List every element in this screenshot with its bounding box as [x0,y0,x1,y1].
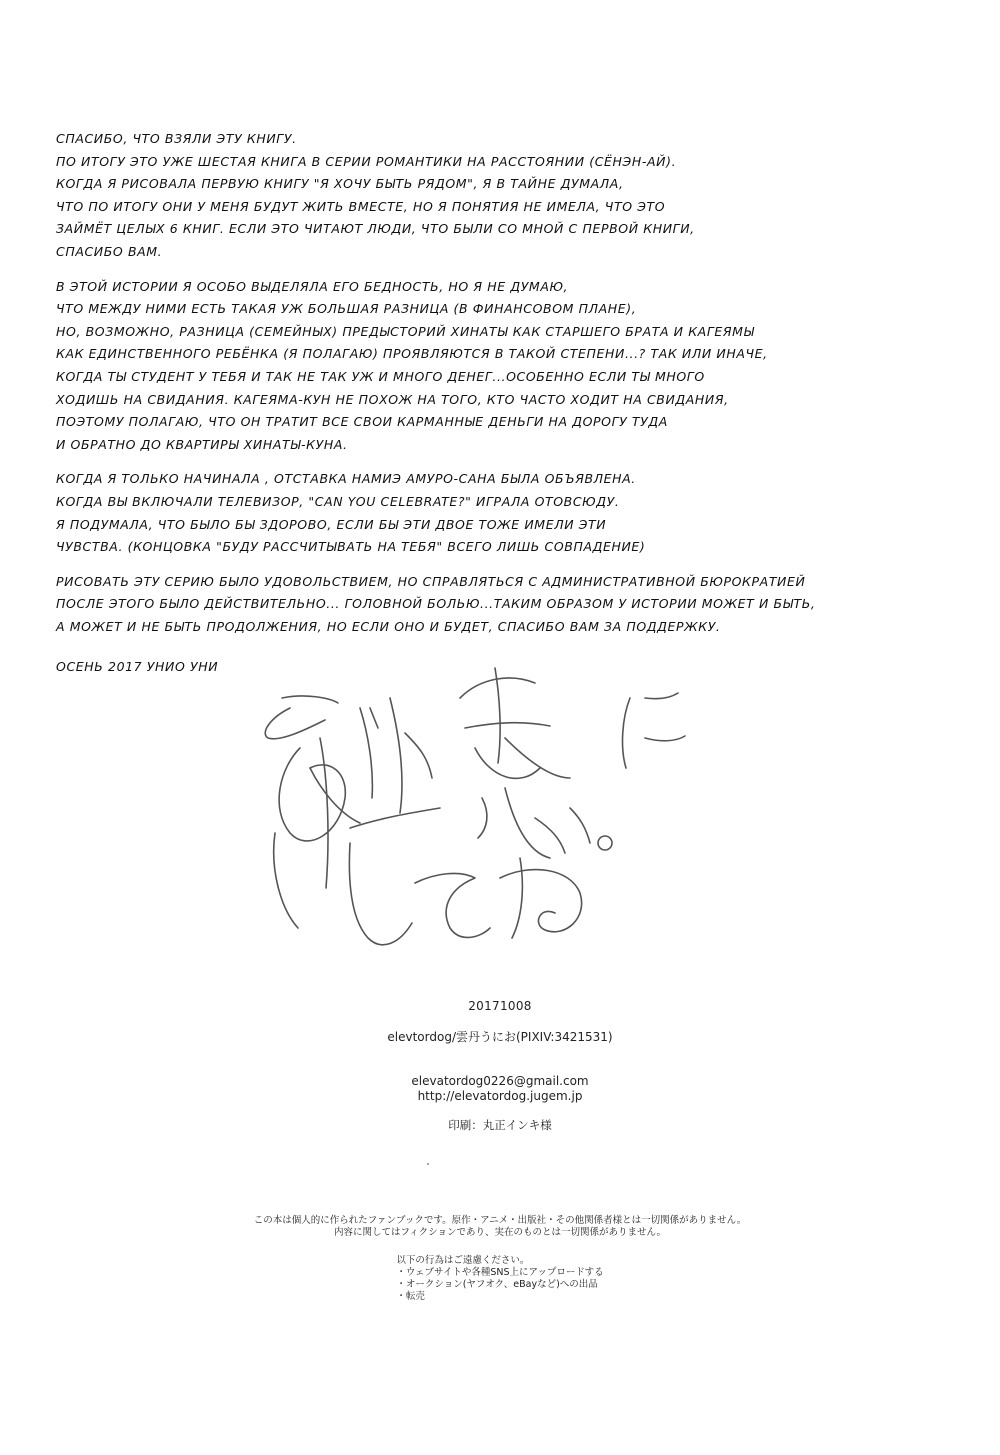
print-speck [427,1163,429,1165]
afterword-text [56,128,956,691]
text-line: РИСОВАТЬ ЭТУ СЕРИЮ БЫЛО УДОВОЛЬСТВИЕМ, НО СПРАВЛЯТЬСЯ С АДМИНИСТРАТИВНОЙ БЮРОКРАТИЕЙ [56,573,806,589]
text-line: НО, ВОЗМОЖНО, РАЗНИЦА (СЕМЕЙНЫХ) ПРЕДЫСТОРИЙ ХИНАТЫ КАК СТАРШЕГО БРАТА И КАГЕЯМЫ [56,323,755,339]
text-line: КОГДА Я РИСОВАЛА ПЕРВУЮ КНИГУ "Я ХОЧУ БЫТЬ РЯДОМ", Я В ТАЙНЕ ДУМАЛА, [56,176,624,192]
text-line: КОГДА Я ТОЛЬКО НАЧИНАЛА , ОТСТАВКА НАМИЭ АМУРО-САНА БЫЛА ОБЪЯВЛЕНА. [56,471,636,487]
text-line: В ЭТОЙ ИСТОРИИ Я ОСОБО ВЫДЕЛЯЛА ЕГО БЕДНОСТЬ, НО Я НЕ ДУМАЮ, [56,278,569,294]
text-line: Я ПОДУМАЛА, ЧТО БЫЛО БЫ ЗДОРОВО, ЕСЛИ БЫ ЭТИ ДВОЕ ТОЖЕ ИМЕЛИ ЭТИ [56,516,607,532]
text-line: ХОДИШЬ НА СВИДАНИЯ. КАГЕЯМА-КУН НЕ ПОХОЖ НА ТОГО, КТО ЧАСТО ХОДИТ НА СВИДАНИЯ, [56,391,729,407]
printer-credit: 印刷：丸正インキ様 [448,1118,552,1132]
publication-date: 20171008 [468,999,532,1013]
prohibited-actions [0,1255,1000,1303]
text-line: ЧТО ПО ИТОГУ ОНИ У МЕНЯ БУДУТ ЖИТЬ ВМЕСТЕ, НО Я ПОНЯТИЯ НЕ ИМЕЛА, ЧТО ЭТО [56,198,666,214]
title-logo [250,638,710,983]
signature-line: ОСЕНЬ 2017 УНИО УНИ [56,659,219,675]
prohibited-list [396,1255,603,1303]
website-url: http://elevatordog.jugem.jp [417,1089,583,1103]
text-line: СПАСИБО, ЧТО ВЗЯЛИ ЭТУ КНИГУ. [56,131,297,146]
afterword-paragraph-4 [56,571,956,639]
prohibited-item: ・オークション(ヤフオク、eBayなど)への出品 [396,1279,598,1290]
afterword-paragraph-2 [56,276,956,457]
notice-line: 内容に関してはフィクションであり、実在のものとは一切関係がありません。 [333,1227,667,1238]
prohibited-item: ・転売 [396,1291,425,1302]
text-line: СПАСИБО ВАМ. [56,243,163,259]
text-line: А МОЖЕТ И НЕ БЫТЬ ПРОДОЛЖЕНИЯ, НО ЕСЛИ ОНО И БУДЕТ, СПАСИБО ВАМ ЗА ПОДДЕРЖКУ. [56,618,721,634]
prohibited-item: ・ウェブサイトや各種SNS上にアップロードする [396,1267,604,1278]
text-line: КОГДА ТЫ СТУДЕНТ У ТЕБЯ И ТАК НЕ ТАК УЖ И МНОГО ДЕНЕГ...ОСОБЕННО ЕСЛИ ТЫ МНОГО [56,368,705,384]
text-line: КАК ЕДИНСТВЕННОГО РЕБЁНКА (Я ПОЛАГАЮ) ПРОЯВЛЯЮТСЯ В ТАКОЙ СТЕПЕНИ...? ТАК ИЛИ ИНАЧЕ, [56,346,768,362]
text-line: ЧТО МЕЖДУ НИМИ ЕСТЬ ТАКАЯ УЖ БОЛЬШАЯ РАЗНИЦА (В ФИНАНСОВОМ ПЛАНЕ), [56,301,637,317]
afterword-paragraph-1 [56,128,956,264]
notice-line: この本は個人的に作られたファンブックです。原作・アニメ・出版社・その他関係者様とは一切関係がありません。 [253,1215,747,1226]
afterword-paragraph-3 [56,468,956,558]
text-line: КОГДА ВЫ ВКЛЮЧАЛИ ТЕЛЕВИЗОР, "CAN YOU CELEBRATE?" ИГРАЛА ОТОВСЮДУ. [56,493,620,509]
fanbook-notice [0,1215,1000,1239]
text-line: И ОБРАТНО ДО КВАРТИРЫ ХИНАТЫ-КУНА. [56,436,348,452]
contact-email: elevatordog0226@gmail.com [411,1074,589,1088]
text-line: ПОЭТОМУ ПОЛАГАЮ, ЧТО ОН ТРАТИТ ВСЕ СВОИ КАРМАННЫЕ ДЕНЬГИ НА ДОРОГУ ТУДА [56,414,668,430]
text-line: ПОСЛЕ ЭТОГО БЫЛО ДЕЙСТВИТЕЛЬНО... ГОЛОВНОЙ БОЛЬЮ...ТАКИМ ОБРАЗОМ У ИСТОРИИ МОЖЕТ И БЫТЬ, [56,596,816,612]
circle-name: elevtordog/雲丹うにお(PIXIV:3421531) [387,1030,613,1044]
text-line: ЧУВСТВА. (КОНЦОВКА "БУДУ РАССЧИТЫВАТЬ НА ТЕБЯ" ВСЕГО ЛИШЬ СОВПАДЕНИЕ) [56,539,646,555]
text-line: ПО ИТОГУ ЭТО УЖЕ ШЕСТАЯ КНИГА В СЕРИИ РОМАНТИКИ НА РАССТОЯНИИ (СЁНЭН-АЙ). [56,153,677,169]
prohibited-heading: 以下の行為はご遠慮ください。 [396,1255,530,1266]
text-line: ЗАЙМЁТ ЦЕЛЫХ 6 КНИГ. ЕСЛИ ЭТО ЧИТАЮТ ЛЮДИ, ЧТО БЫЛИ СО МНОЙ С ПЕРВОЙ КНИГИ, [56,221,695,237]
